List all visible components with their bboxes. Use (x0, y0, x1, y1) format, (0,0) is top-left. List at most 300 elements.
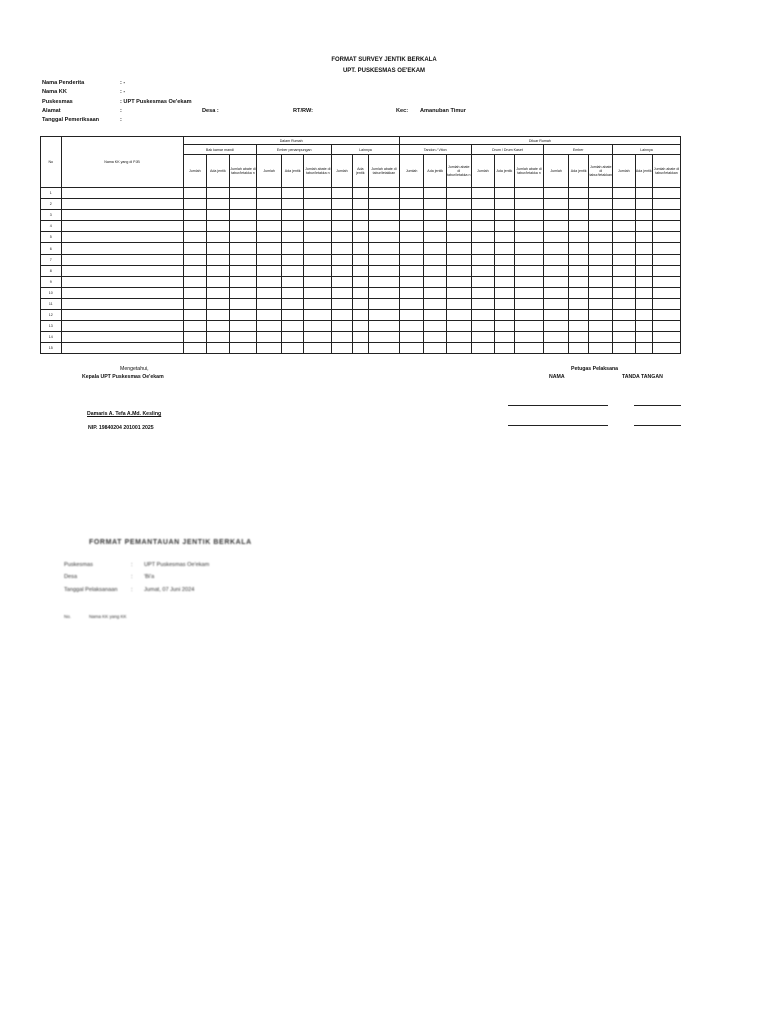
table-cell (424, 254, 447, 265)
table-cell (495, 232, 514, 243)
second-puskesmas-value: UPT Puskesmas Oe'ekam (144, 562, 210, 568)
table-row (41, 265, 681, 276)
table-cell (613, 298, 636, 309)
table-cell (589, 232, 613, 243)
table-row (41, 276, 681, 287)
table-cell (207, 287, 230, 298)
table-cell (446, 199, 471, 210)
table-cell (544, 199, 569, 210)
puskesmas-label: Puskesmas (42, 99, 73, 105)
nama-kk-label: Nama KK (42, 89, 67, 95)
table-cell (495, 210, 514, 221)
table-cell (399, 310, 424, 321)
table-cell (332, 199, 353, 210)
table-cell (332, 188, 353, 199)
sub-ada-jentik: Ada jentik (207, 155, 230, 188)
table-cell (399, 232, 424, 243)
second-no-label: No. (64, 614, 72, 619)
table-cell (207, 310, 230, 321)
table-cell (304, 321, 332, 332)
table-cell (589, 343, 613, 354)
table-cell (332, 343, 353, 354)
table-cell (257, 221, 282, 232)
table-cell (635, 221, 652, 232)
table-row (41, 287, 681, 298)
ttd-line-1 (634, 405, 681, 406)
table-cell (424, 232, 447, 243)
table-cell (514, 332, 544, 343)
table-cell (369, 199, 400, 210)
table-cell (495, 276, 514, 287)
table-cell (589, 276, 613, 287)
group-drum: Drum / Drum Kaset (471, 145, 544, 155)
table-cell (471, 332, 495, 343)
table-cell (257, 343, 282, 354)
nama-kk-value: : - (120, 89, 126, 95)
row-number: 14 (41, 332, 62, 343)
group-dalam-rumah: Dalam Rumah (183, 137, 399, 145)
page-title: FORMAT SURVEY JENTIK BERKALA (331, 57, 437, 63)
table-cell (257, 276, 282, 287)
sub-jumlah: Jumlah (332, 155, 353, 188)
table-cell (471, 199, 495, 210)
table-cell (652, 199, 680, 210)
table-row (41, 254, 681, 265)
table-cell (352, 343, 368, 354)
table-cell (281, 232, 304, 243)
table-cell (369, 321, 400, 332)
sub-jumlah-abate: Jumlah abate di tabur/letakka n (446, 155, 471, 188)
table-cell (568, 287, 589, 298)
table-cell (61, 210, 183, 221)
table-cell (304, 199, 332, 210)
desa-label: Desa : (202, 108, 219, 114)
sub-ada-jentik: Ada jentik (568, 155, 589, 188)
alamat-value: : (120, 108, 122, 114)
table-cell (369, 188, 400, 199)
table-cell (495, 254, 514, 265)
table-cell (589, 254, 613, 265)
table-cell (281, 298, 304, 309)
table-cell (352, 287, 368, 298)
row-number: 12 (41, 310, 62, 321)
table-cell (544, 287, 569, 298)
table-cell (544, 321, 569, 332)
table-cell (352, 232, 368, 243)
table-cell (304, 343, 332, 354)
table-cell (281, 221, 304, 232)
table-cell (352, 254, 368, 265)
table-cell (61, 254, 183, 265)
row-number: 11 (41, 298, 62, 309)
ttd-line-2 (634, 425, 681, 426)
table-cell (652, 287, 680, 298)
table-cell (471, 298, 495, 309)
second-tanggal-value: Jumat, 07 Juni 2024 (144, 587, 195, 593)
table-cell (652, 343, 680, 354)
table-cell (613, 265, 636, 276)
table-cell (183, 232, 207, 243)
table-row (41, 210, 681, 221)
table-cell (568, 276, 589, 287)
table-cell (332, 254, 353, 265)
second-nama-label: Nama KK yang KK (89, 614, 127, 619)
table-cell (304, 221, 332, 232)
table-cell (352, 199, 368, 210)
table-cell (471, 243, 495, 254)
table-cell (281, 310, 304, 321)
table-cell (183, 310, 207, 321)
table-cell (514, 287, 544, 298)
table-cell (514, 254, 544, 265)
table-cell (369, 310, 400, 321)
table-cell (589, 321, 613, 332)
table-cell (589, 199, 613, 210)
table-cell (424, 321, 447, 332)
table-cell (446, 254, 471, 265)
table-cell (229, 254, 257, 265)
table-cell (613, 276, 636, 287)
tanda-tangan-header: TANDA TANGAN (622, 374, 663, 380)
table-cell (332, 221, 353, 232)
table-row (41, 310, 681, 321)
second-puskesmas-label: Puskesmas (64, 562, 93, 568)
table-cell (61, 332, 183, 343)
nama-line-1 (508, 405, 608, 406)
table-cell (495, 298, 514, 309)
table-cell (446, 332, 471, 343)
table-cell (61, 221, 183, 232)
group-ember: Ember (544, 145, 613, 155)
row-number: 5 (41, 232, 62, 243)
table-cell (257, 287, 282, 298)
table-cell (568, 221, 589, 232)
table-cell (635, 243, 652, 254)
table-cell (544, 210, 569, 221)
table-cell (281, 254, 304, 265)
table-cell (568, 332, 589, 343)
table-cell (495, 221, 514, 232)
table-cell (544, 265, 569, 276)
puskesmas-value: : UPT Puskesmas Oe'ekam (120, 99, 192, 105)
row-number: 7 (41, 254, 62, 265)
table-cell (589, 310, 613, 321)
table-cell (613, 232, 636, 243)
table-cell (514, 343, 544, 354)
table-cell (183, 188, 207, 199)
table-cell (471, 265, 495, 276)
table-cell (652, 188, 680, 199)
table-cell (544, 188, 569, 199)
table-cell (544, 243, 569, 254)
sub-jumlah-abate: Jumlah abate di tabur/letakka n (514, 155, 544, 188)
table-cell (495, 287, 514, 298)
table-cell (495, 332, 514, 343)
table-cell (183, 332, 207, 343)
table-cell (652, 243, 680, 254)
table-cell (257, 210, 282, 221)
table-cell (495, 243, 514, 254)
sub-jumlah-abate: Jumlah abate di tabur/letakkan (652, 155, 680, 188)
table-cell (61, 276, 183, 287)
table-cell (229, 221, 257, 232)
nama-penderita-label: Nama Penderita (42, 80, 85, 86)
table-cell (589, 298, 613, 309)
table-cell (183, 254, 207, 265)
sub-jumlah-abate: Jumlah abate di tabur/letakkan (369, 155, 400, 188)
table-cell (514, 243, 544, 254)
table-cell (207, 199, 230, 210)
nama-header: NAMA (549, 374, 565, 380)
table-cell (207, 343, 230, 354)
table-cell (471, 254, 495, 265)
table-cell (568, 254, 589, 265)
sub-jumlah-abate: Jumlah abate di tabur/letakka n (304, 155, 332, 188)
table-cell (446, 343, 471, 354)
table-cell (635, 188, 652, 199)
table-cell (589, 287, 613, 298)
table-cell (304, 287, 332, 298)
table-cell (369, 254, 400, 265)
table-cell (229, 298, 257, 309)
table-cell (61, 298, 183, 309)
sub-ada-jentik: Ada jentik (495, 155, 514, 188)
table-cell (613, 221, 636, 232)
table-cell (544, 221, 569, 232)
table-cell (369, 221, 400, 232)
table-cell (568, 188, 589, 199)
table-row (41, 188, 681, 199)
table-cell (514, 232, 544, 243)
sub-jumlah: Jumlah (544, 155, 569, 188)
table-cell (446, 221, 471, 232)
table-cell (495, 343, 514, 354)
table-cell (424, 332, 447, 343)
second-tanggal-label: Tanggal Pelaksanaan (64, 587, 118, 593)
table-cell (399, 276, 424, 287)
table-cell (369, 298, 400, 309)
kec-value: Amanuban Timur (420, 108, 466, 114)
table-cell (613, 343, 636, 354)
table-cell (424, 298, 447, 309)
table-cell (304, 188, 332, 199)
group-diluar-rumah: Diluar Rumah (399, 137, 680, 145)
table-cell (207, 321, 230, 332)
sub-ada-jentik: Ada jentik (281, 155, 304, 188)
table-cell (613, 287, 636, 298)
table-cell (471, 310, 495, 321)
sub-ada-jentik: Ada jentik (635, 155, 652, 188)
row-number: 8 (41, 265, 62, 276)
table-cell (514, 276, 544, 287)
table-cell (514, 310, 544, 321)
table-cell (568, 310, 589, 321)
table-cell (304, 254, 332, 265)
table-cell (446, 321, 471, 332)
table-cell (652, 232, 680, 243)
table-cell (281, 343, 304, 354)
table-cell (229, 210, 257, 221)
table-cell (446, 265, 471, 276)
table-cell (183, 276, 207, 287)
table-cell (424, 276, 447, 287)
kepala-nip: NIP. 19840204 201001 2025 (88, 425, 154, 431)
table-cell (281, 265, 304, 276)
table-cell (281, 243, 304, 254)
table-cell (183, 210, 207, 221)
table-cell (446, 276, 471, 287)
row-number: 6 (41, 243, 62, 254)
table-cell (183, 343, 207, 354)
sub-jumlah: Jumlah (257, 155, 282, 188)
nama-penderita-value: : - (120, 80, 126, 86)
petugas-label: Petugas Pelaksana (571, 366, 619, 372)
table-cell (257, 298, 282, 309)
table-cell (544, 332, 569, 343)
table-cell (207, 265, 230, 276)
table-cell (257, 332, 282, 343)
table-cell (635, 210, 652, 221)
table-cell (229, 343, 257, 354)
table-cell (613, 321, 636, 332)
table-cell (257, 310, 282, 321)
sub-jumlah: Jumlah (613, 155, 636, 188)
table-cell (399, 298, 424, 309)
page-subtitle: UPT. PUSKESMAS OE'EKAM (342, 68, 426, 74)
row-number: 13 (41, 321, 62, 332)
kepala-name: Damaris A. Tefa A.Md. Kesling (87, 411, 162, 417)
table-cell (61, 321, 183, 332)
table-cell (229, 287, 257, 298)
table-cell (369, 210, 400, 221)
table-cell (635, 287, 652, 298)
table-cell (424, 287, 447, 298)
table-cell (304, 332, 332, 343)
table-cell (257, 188, 282, 199)
table-cell (229, 232, 257, 243)
table-cell (207, 210, 230, 221)
table-cell (352, 243, 368, 254)
table-cell (568, 298, 589, 309)
col-no: No (41, 137, 62, 188)
table-cell (652, 254, 680, 265)
table-cell (424, 199, 447, 210)
table-cell (424, 221, 447, 232)
sub-jumlah: Jumlah (183, 155, 207, 188)
table-cell (589, 332, 613, 343)
table-cell (544, 276, 569, 287)
table-cell (352, 321, 368, 332)
table-row (41, 199, 681, 210)
table-cell (352, 332, 368, 343)
table-cell (332, 298, 353, 309)
table-cell (652, 298, 680, 309)
table-cell (332, 310, 353, 321)
table-cell (635, 343, 652, 354)
group-lainnya-dalam: Lainnya (332, 145, 400, 155)
table-cell (229, 276, 257, 287)
group-lainnya-luar: Lainnya (613, 145, 681, 155)
table-cell (281, 332, 304, 343)
table-cell (281, 321, 304, 332)
table-cell (332, 210, 353, 221)
table-cell (514, 221, 544, 232)
sub-ada-jentik: Ada jentik (352, 155, 368, 188)
kec-label: Kec: (396, 108, 409, 114)
table-cell (399, 332, 424, 343)
table-cell (544, 232, 569, 243)
table-cell (207, 221, 230, 232)
table-cell (257, 265, 282, 276)
table-cell (568, 232, 589, 243)
table-cell (613, 210, 636, 221)
table-cell (304, 310, 332, 321)
sub-jumlah: Jumlah (399, 155, 424, 188)
table-cell (446, 210, 471, 221)
table-cell (613, 332, 636, 343)
table-cell (635, 199, 652, 210)
table-row (41, 332, 681, 343)
table-cell (281, 188, 304, 199)
table-cell (304, 265, 332, 276)
row-number: 15 (41, 343, 62, 354)
table-cell (613, 310, 636, 321)
table-cell (471, 221, 495, 232)
table-cell (399, 343, 424, 354)
table-cell (183, 221, 207, 232)
table-cell (257, 243, 282, 254)
table-row (41, 321, 681, 332)
table-cell (652, 210, 680, 221)
table-cell (652, 310, 680, 321)
table-cell (207, 188, 230, 199)
table-cell (424, 243, 447, 254)
table-cell (568, 343, 589, 354)
second-colon-3: : (131, 587, 133, 593)
table-cell (257, 199, 282, 210)
table-cell (424, 265, 447, 276)
table-cell (471, 343, 495, 354)
mengetahui-label: Mengetahui, (120, 366, 149, 372)
table-row (41, 243, 681, 254)
sub-jumlah-abate: Jumlah abate di tabur/letakkan (589, 155, 613, 188)
table-cell (304, 243, 332, 254)
table-cell (207, 298, 230, 309)
table-cell (281, 276, 304, 287)
table-cell (589, 210, 613, 221)
table-cell (229, 265, 257, 276)
table-cell (635, 232, 652, 243)
table-cell (589, 243, 613, 254)
table-cell (471, 232, 495, 243)
tanggal-label: Tanggal Pemeriksaan (42, 117, 100, 123)
second-desa-label: Desa (64, 574, 78, 580)
group-tandon: Tandon / Viton (399, 145, 471, 155)
table-cell (399, 321, 424, 332)
table-cell (471, 321, 495, 332)
table-cell (424, 188, 447, 199)
table-cell (369, 276, 400, 287)
table-cell (446, 243, 471, 254)
table-cell (369, 343, 400, 354)
row-number: 3 (41, 210, 62, 221)
table-cell (183, 243, 207, 254)
table-cell (207, 243, 230, 254)
table-cell (183, 265, 207, 276)
table-cell (471, 210, 495, 221)
table-cell (652, 332, 680, 343)
table-cell (369, 265, 400, 276)
